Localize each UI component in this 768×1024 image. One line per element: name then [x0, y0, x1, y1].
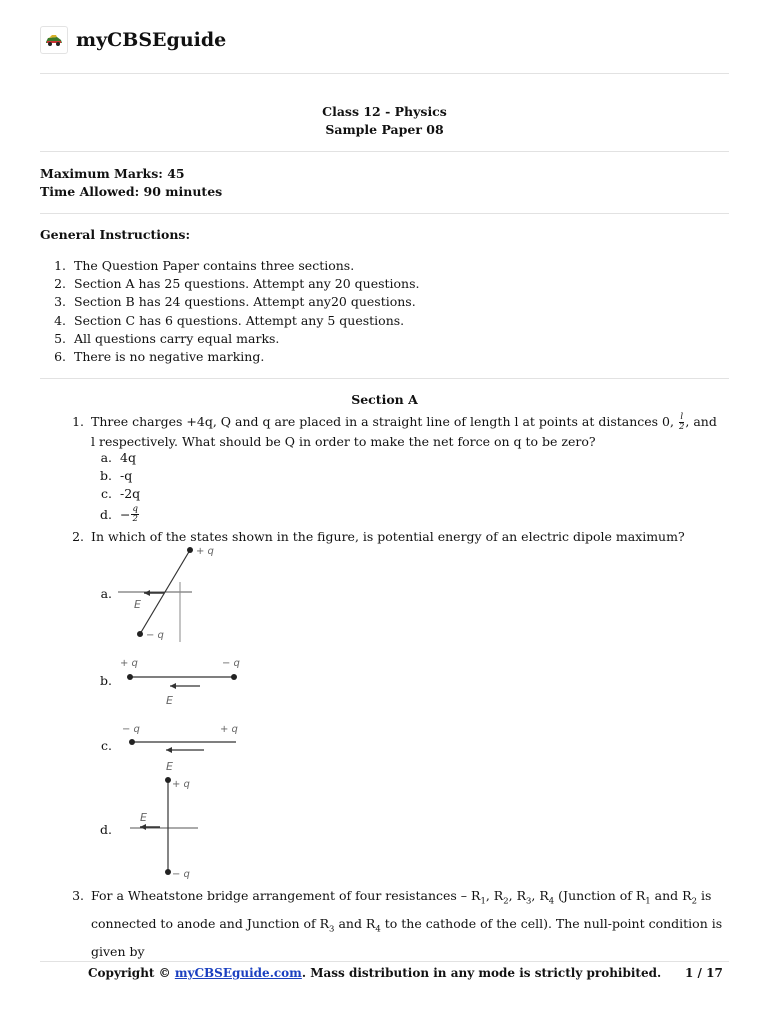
divider — [40, 213, 729, 214]
option-a: a. 4q — [100, 450, 136, 465]
question-number: 3. — [72, 888, 84, 903]
question-1: 1. Three charges +4q, Q and q are placed in a straight line of length l at points at distances 0, $\frac{l}{2}$ , and l respectively. What should be Q in order to make the net force on q to be zero? — [70, 412, 725, 451]
svg-text:E: E — [134, 598, 141, 611]
car-logo-icon — [40, 26, 68, 54]
svg-text:E: E — [166, 694, 173, 707]
instructions-list — [48, 257, 420, 366]
svg-text:− q: − q — [172, 869, 190, 880]
list-item: 6. There is no negative marking. — [54, 349, 265, 365]
header — [40, 26, 226, 54]
paper-title — [40, 103, 729, 139]
dipole-figure-b — [116, 654, 246, 710]
instructions-heading: General Instructions: — [40, 227, 191, 242]
list-item: 3. Section B has 24 questions. Attempt any20 questions. — [54, 294, 416, 310]
question-3: 3. For a Wheatstone bridge arrangement of four resistances – $R_1$, $R_2$, $R_3$, $R_4$ (Junction of $R_1$ and $R_2$ is connected to anode and Junction of $R_3$ and $R_4$ to the cathode of the cell). The null-point condition is given by — [70, 885, 725, 964]
question-2: 2. In which of the states shown in the figure, is potential energy of an electric dipole maximum? — [70, 527, 725, 546]
dipole-figure-a — [114, 542, 244, 646]
marks-block — [40, 165, 222, 201]
list-item: 4. Section C has 6 questions. Attempt any 5 questions. — [54, 312, 405, 328]
class-title: Class 12 - Physics — [322, 104, 447, 119]
option-c: c. — [101, 738, 112, 753]
mycbseguide-link[interactable]: myCBSEguide.com — [174, 966, 302, 980]
option-b: b. — [100, 673, 112, 688]
svg-text:E: E — [140, 811, 147, 824]
section-title: Section A — [351, 392, 418, 407]
question-number: 1. — [72, 414, 84, 429]
fraction: $\frac{l}{2}$ — [678, 412, 685, 432]
list-item: 1. The Question Paper contains three sections. — [54, 258, 355, 273]
fraction: $\frac{q}{2}$ — [132, 504, 138, 524]
dipole-figure-d — [118, 774, 218, 880]
paper-subtitle: Sample Paper 08 — [325, 122, 444, 137]
brand-name: myCBSEguide — [76, 29, 227, 51]
divider — [40, 151, 729, 152]
document-page — [40, 0, 729, 1024]
svg-text:+ q: + q — [220, 724, 238, 735]
question-number: 2. — [72, 529, 84, 544]
copyright-footer: Copyright © myCBSEguide.com. Mass distribution in any mode is strictly prohibited. — [88, 966, 662, 980]
svg-text:− q: − q — [122, 724, 140, 735]
maximum-marks: Maximum Marks: 45 — [40, 166, 185, 181]
svg-text:− q: − q — [146, 630, 164, 641]
option-a: a. — [100, 586, 112, 601]
list-item: 5. All questions carry equal marks. — [54, 330, 280, 346]
divider — [40, 378, 729, 379]
option-c: c. -2q — [101, 486, 141, 501]
option-d: d. — [100, 822, 112, 837]
svg-text:+ q: + q — [120, 658, 138, 669]
svg-text:E: E — [166, 760, 173, 773]
divider — [40, 73, 729, 74]
divider — [40, 961, 729, 962]
time-allowed: Time Allowed: 90 minutes — [40, 184, 223, 199]
option-b: b. -q — [100, 468, 133, 483]
page-number: 1 / 17 — [685, 966, 723, 980]
list-item: 2. Section A has 25 questions. Attempt any 20 questions. — [54, 276, 420, 292]
svg-text:+ q: + q — [196, 546, 214, 557]
dipole-figure-c — [120, 720, 250, 774]
svg-text:− q: − q — [222, 658, 240, 669]
option-d: d. − $\frac{q}{2}$ — [100, 504, 138, 524]
svg-text:+ q: + q — [172, 779, 190, 790]
